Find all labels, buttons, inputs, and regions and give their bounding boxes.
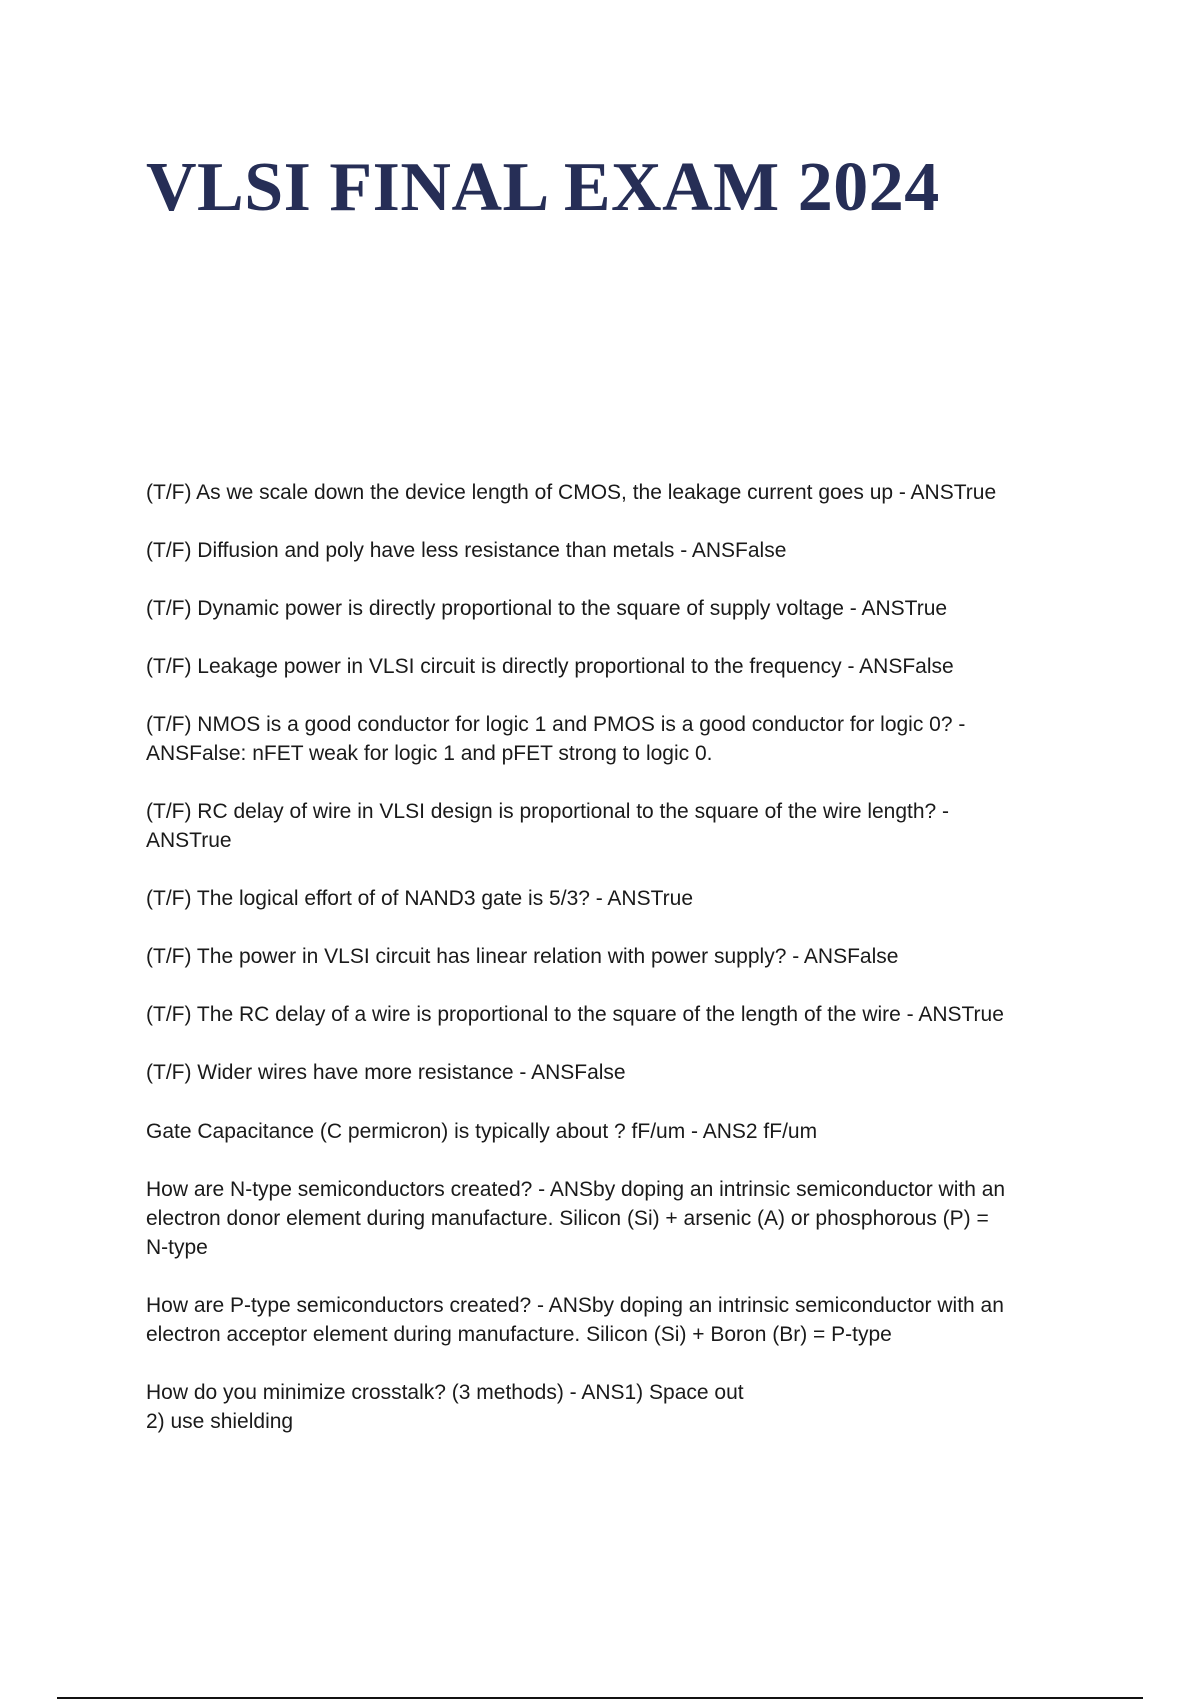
qa-item-14: How do you minimize crosstalk? (3 methods) - ANS1) Space out 2) use shielding [146, 1381, 744, 1433]
qa-item-5: (T/F) NMOS is a good conductor for logic 1 and PMOS is a good conductor for logic 0? - ANSFalse: nFET weak for logic 1 and pFET strong to logic 0. [146, 713, 966, 765]
qa-item-9: (T/F) The RC delay of a wire is proportional to the square of the length of the wire - ANSTrue [146, 1003, 1004, 1026]
qa-item-3: (T/F) Dynamic power is directly proportional to the square of supply voltage - ANSTrue [146, 597, 948, 620]
qa-item-13: How are P-type semiconductors created? - ANSby doping an intrinsic semiconductor with an electron acceptor element during manufacture. Silicon (Si) + Boron (Br) = P-type [146, 1294, 1004, 1346]
qa-item-12: How are N-type semiconductors created? - ANSby doping an intrinsic semiconductor with an electron donor element during manufacture. Silicon (Si) + arsenic (A) or phosphorous (P) = N-type [146, 1178, 1006, 1259]
qa-item-11: Gate Capacitance (C permicron) is typically about ? fF/um - ANS2 fF/um [146, 1120, 818, 1143]
document-title: VLSI FINAL EXAM 2024 [146, 149, 940, 226]
qa-item-10: (T/F) Wider wires have more resistance - ANSFalse [146, 1061, 626, 1084]
qa-item-6: (T/F) RC delay of wire in VLSI design is proportional to the square of the wire length? - ANSTrue [146, 800, 950, 852]
qa-item-2: (T/F) Diffusion and poly have less resistance than metals - ANSFalse [146, 539, 787, 562]
qa-item-4: (T/F) Leakage power in VLSI circuit is directly proportional to the frequency - ANSFalse [146, 655, 954, 678]
page-bottom-rule [57, 1697, 1143, 1699]
qa-item-7: (T/F) The logical effort of of NAND3 gate is 5/3? - ANSTrue [146, 887, 694, 910]
qa-item-1: (T/F) As we scale down the device length of CMOS, the leakage current goes up - ANSTrue [146, 481, 997, 504]
question-answer-list [146, 478, 1076, 1465]
qa-item-8: (T/F) The power in VLSI circuit has linear relation with power supply? - ANSFalse [146, 945, 899, 968]
